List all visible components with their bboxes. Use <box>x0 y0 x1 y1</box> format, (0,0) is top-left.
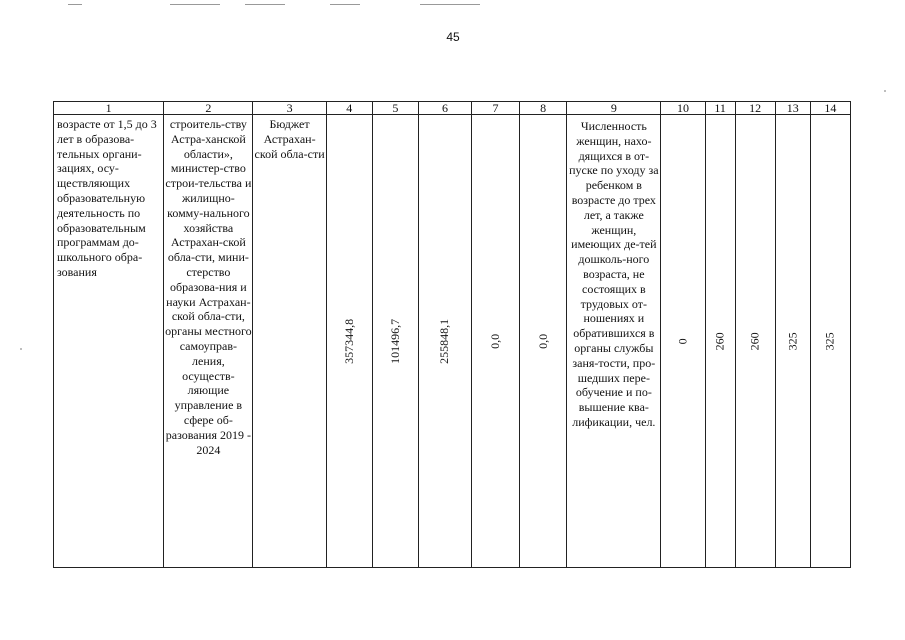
scan-artifact-line <box>170 4 220 5</box>
value-col7: 0,0 <box>488 333 503 349</box>
cell-indicator-description: Численность женщин, нахо-дящихся в от-пуске по уходу за ребенком в возрасте до трех лет, а также женщин, имеющих де-тей дошколь-ного возраста, не состоящих в трудовых от-ношениях и обратившихся в органы службы заня-тости, про-шедших пере-обучение и по-вышение ква-лификации, чел. <box>567 115 661 568</box>
header-cell: 14 <box>810 102 850 115</box>
scan-artifact-line <box>245 4 285 5</box>
header-row <box>54 102 851 115</box>
header-cell: 3 <box>253 102 326 115</box>
header-cell: 7 <box>472 102 520 115</box>
value-col6: 255848,1 <box>437 318 452 364</box>
cell-value-col14 <box>810 115 850 568</box>
value-col13: 325 <box>785 331 800 350</box>
cell-value-col13 <box>775 115 810 568</box>
cell-responsible-executors: строитель-ству Астра-ханской области», министер-ство строи-тельства и жилищно-комму-нального хозяйства Астрахан-ской обла-сти, мини-стерство образова-ния и науки Астрахан-ской обла-сти, органы местного самоуправ-ления, осуществ-ляющие управление в сфере об-разования 2019 - 2024 <box>164 115 253 568</box>
scan-artifact-dot <box>884 90 886 92</box>
header-cell: 1 <box>54 102 164 115</box>
cell-value-col6 <box>418 115 471 568</box>
header-cell: 10 <box>661 102 705 115</box>
header-cell: 13 <box>775 102 810 115</box>
cell-value-col7 <box>472 115 520 568</box>
scan-artifact-line <box>330 4 360 5</box>
header-cell: 9 <box>567 102 661 115</box>
value-col5: 101496,7 <box>387 318 402 364</box>
table-row <box>54 115 851 568</box>
header-cell: 8 <box>520 102 567 115</box>
value-col10: 0 <box>675 337 690 344</box>
scan-artifact-line <box>420 4 480 5</box>
value-col14: 325 <box>822 331 837 350</box>
cell-value-col4 <box>326 115 372 568</box>
header-cell: 4 <box>326 102 372 115</box>
header-cell: 12 <box>735 102 775 115</box>
page-number: 45 <box>446 30 460 44</box>
value-col4: 357344,8 <box>341 318 356 364</box>
value-col8: 0,0 <box>535 333 550 349</box>
header-cell: 6 <box>418 102 471 115</box>
value-col11: 260 <box>712 331 727 350</box>
scan-artifact-line <box>68 4 82 5</box>
cell-value-col5 <box>372 115 418 568</box>
header-cell: 5 <box>372 102 418 115</box>
cell-category-description: возрасте от 1,5 до 3 лет в образова-тельных органи-зациях, осу-ществляющих образовательную деятельность по образовательным программам до-школьного обра-зования <box>54 115 164 568</box>
data-table <box>53 101 851 568</box>
value-col12: 260 <box>747 331 762 350</box>
scan-artifact-dot <box>20 348 22 350</box>
header-cell: 11 <box>705 102 735 115</box>
cell-value-col12 <box>735 115 775 568</box>
cell-value-col8 <box>520 115 567 568</box>
header-cell: 2 <box>164 102 253 115</box>
cell-funding-source: Бюджет Астрахан-ской обла-сти <box>253 115 326 568</box>
cell-value-col10 <box>661 115 705 568</box>
cell-value-col11 <box>705 115 735 568</box>
